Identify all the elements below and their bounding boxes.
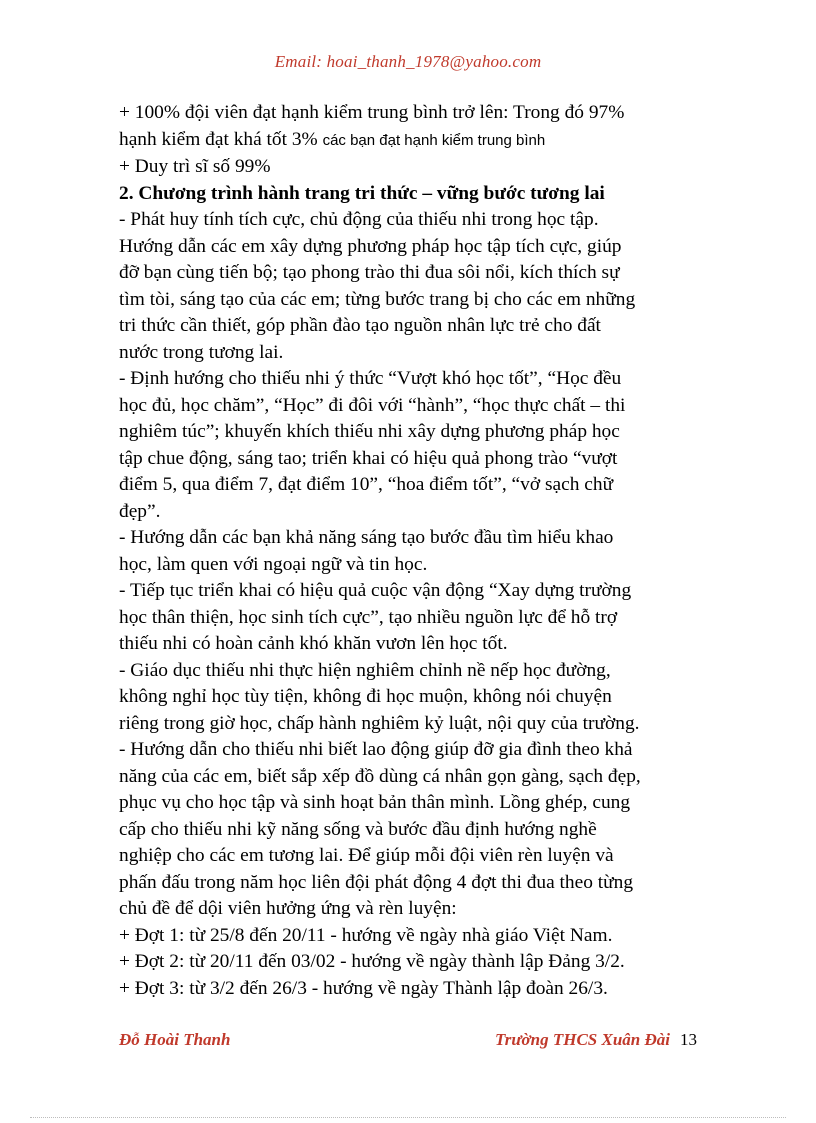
text-span-small: các bạn đạt hạnh kiểm trung bình	[322, 131, 546, 149]
page-footer	[119, 1030, 697, 1054]
header-email: Email: hoai_thanh_1978@yahoo.com	[274, 52, 542, 71]
text-line: học thân thiện, học sinh tích cực”, tạo nhiều nguồn lực để hỗ trợ	[119, 606, 618, 628]
text-line: học đủ, học chăm”, “Học” đi đôi với “hành”, “học thực chất – thi	[119, 394, 626, 416]
text-line: chủ đề để dội viên hưởng ứng và rèn luyện:	[119, 898, 457, 919]
text-line: điểm 5, qua điểm 7, đạt điểm 10”, “hoa điểm tốt”, “vở sạch chữ	[119, 474, 614, 495]
text-line: học, làm quen với ngoại ngữ và tin học.	[119, 553, 428, 575]
text-line: tập chue động, sáng tao; triển khai có hiệu quả phong trào “vượt	[119, 447, 618, 469]
text-line: - Hướng dẫn cho thiếu nhi biết lao động giúp đỡ gia đình theo khả	[119, 739, 633, 760]
text-line: + 100% đội viên đạt hạnh kiểm trung bình trở lên: Trong đó 97%	[119, 102, 625, 123]
text-span: hạnh kiểm đạt khá tốt 3%	[119, 128, 318, 150]
text-line	[119, 127, 709, 155]
text-line: thiếu nhi có hoàn cảnh khó khăn vươn lên học tốt.	[119, 633, 508, 654]
text-line: - Phát huy tính tích cực, chủ động của thiếu nhi trong học tập.	[119, 209, 599, 230]
text-line: - Tiếp tục triển khai có hiệu quả cuộc vận động “Xay dựng trường	[119, 580, 632, 601]
text-line: năng của các em, biết sắp xếp đồ dùng cá nhân gọn gàng, sạch đẹp,	[119, 765, 641, 787]
footer-school: Trường THCS Xuân Đài	[494, 1030, 670, 1049]
text-line: + Duy trì sĩ số 99%	[119, 156, 271, 177]
text-line: cấp cho thiếu nhi kỹ năng sống và bước đầu định hướng nghề	[119, 818, 597, 840]
section-heading: 2. Chương trình hành trang tri thức – vững bước tương lai	[119, 182, 605, 204]
text-line: - Hướng dẫn các bạn khả năng sáng tạo bước đầu tìm hiểu khao	[119, 527, 614, 548]
text-line: nước trong tương lai.	[119, 341, 284, 363]
text-line: đỡ bạn cùng tiến bộ; tạo phong trào thi đua sôi nổi, kích thích sự	[119, 262, 620, 283]
page-number: 13	[680, 1030, 697, 1049]
text-line: + Đợt 3: từ 3/2 đến 26/3 - hướng về ngày Thành lập đoàn 26/3.	[119, 977, 608, 999]
text-line: tri thức cần thiết, góp phần đào tạo nguồn nhân lực trẻ cho đất	[119, 315, 601, 336]
text-line: + Đợt 2: từ 20/11 đến 03/02 - hướng về ngày thành lập Đảng 3/2.	[119, 951, 625, 972]
text-line: phục vụ cho học tập và sinh hoạt bản thân mình. Lồng ghép, cung	[119, 792, 631, 813]
text-line: nghiêm túc”; khuyến khích thiếu nhi xây dựng phương pháp học	[119, 421, 620, 442]
footer-author: Đỗ Hoài Thanh	[119, 1030, 231, 1049]
text-line: - Giáo dục thiếu nhi thực hiện nghiêm chỉnh nề nếp học đường,	[119, 659, 611, 681]
text-line: không nghỉ học tùy tiện, không đi học muộn, không nói chuyện	[119, 686, 612, 707]
footer-right	[495, 1030, 697, 1050]
text-line: - Định hướng cho thiếu nhi ý thức “Vượt khó học tốt”, “Học đều	[119, 368, 622, 389]
text-line: tìm tòi, sáng tạo của các em; từng bước trang bị cho các em những	[119, 288, 636, 310]
text-line: Hướng dẫn các em xây dựng phương pháp học tập tích cực, giúp	[119, 235, 622, 257]
text-line: phấn đấu trong năm học liên đội phát động 4 đợt thi đua theo từng	[119, 871, 634, 893]
text-line: nghiệp cho các em tương lai. Để giúp mỗi đội viên rèn luyện và	[119, 845, 614, 866]
text-line: riêng trong giờ học, chấp hành nghiêm kỷ luật, nội quy của trường.	[119, 712, 640, 734]
text-line: + Đợt 1: từ 25/8 đến 20/11 - hướng về ngày nhà giáo Việt Nam.	[119, 924, 613, 946]
page-bottom-divider	[30, 1117, 786, 1118]
document-body	[119, 100, 709, 1002]
text-line: đẹp”.	[119, 500, 161, 522]
